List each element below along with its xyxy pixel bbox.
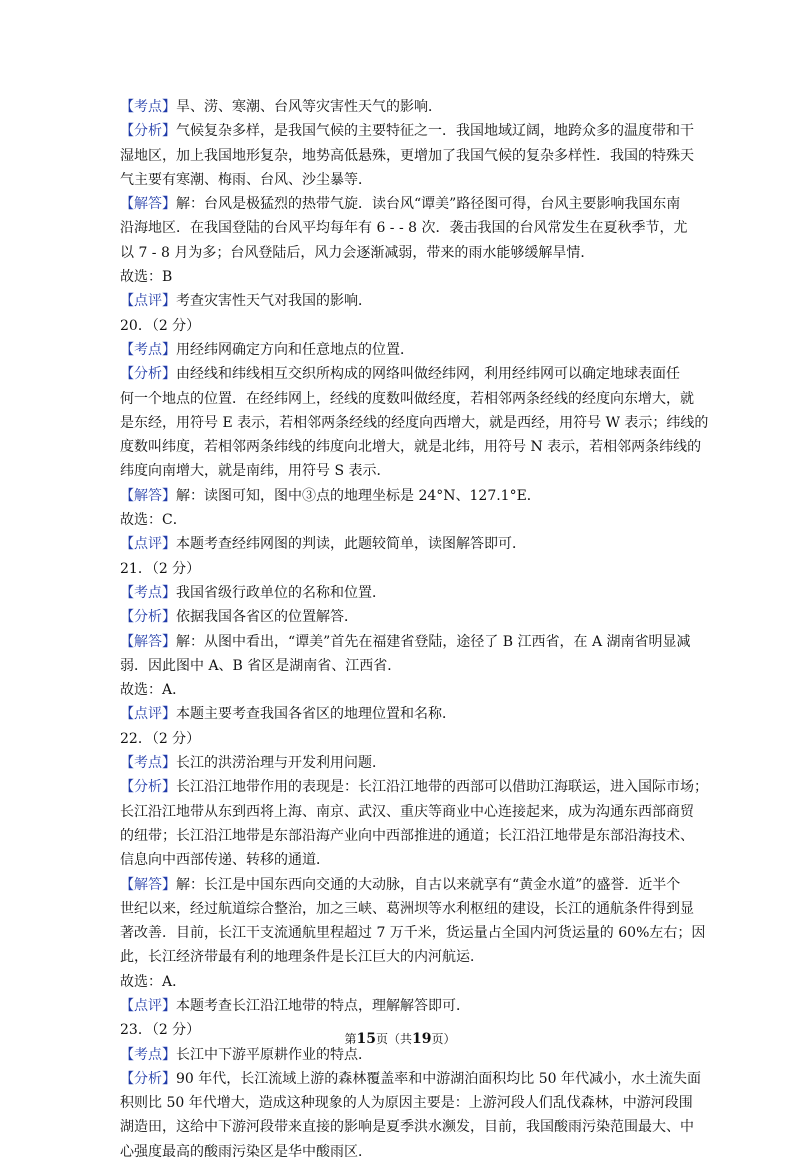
section-tag: 【分析】 (120, 779, 176, 796)
section-tag: 【解答】 (120, 633, 176, 650)
footer-suffix: 页） (431, 1032, 456, 1046)
line-text: 我国省级行政单位的名称和位置． (176, 584, 386, 601)
line-text: 旱、涝、寒潮、台风等灾害性天气的影响． (176, 99, 442, 115)
text-line (120, 581, 682, 605)
line-text: 以 7 - 8 月为多；台风登陆后，风力会逐渐减弱，带来的雨水能够缓解旱情． (120, 244, 595, 261)
text-line (120, 557, 682, 581)
text-line (120, 435, 702, 459)
line-text: 解：读图可知，图中③点的地理坐标是 24°N、127.1°E． (176, 487, 541, 504)
line-text: 湖造田，这给中下游河段带来直接的影响是夏季洪水濒发，目前，我国酸雨污染范围最大、中 (120, 1119, 694, 1136)
line-text: 本题主要考查我国各省区的地理位置和名称． (176, 706, 456, 723)
line-text: 21．（2 分） (120, 560, 201, 577)
line-text: 积则比 50 年代增大，造成这种现象的人为原因主要是：上游河段人们乱伐森林，中游河段围 (120, 1095, 693, 1112)
question-section (120, 557, 691, 727)
text-line (120, 119, 694, 143)
section-tag: 【分析】 (120, 1070, 176, 1087)
line-text: 依据我国各省区的位置解答． (176, 609, 358, 626)
text-line (120, 775, 708, 799)
line-text: 解：长江是中国东西向交通的大动脉，自古以来就享有“黄金水道”的盛誉．近半个 (176, 876, 681, 893)
footer-prefix: 第 (344, 1032, 357, 1046)
text-line (120, 654, 682, 678)
line-text: 故选：C． (120, 512, 187, 529)
line-text: 弱．因此图中 A、B 省区是湖南省、江西省． (120, 657, 402, 674)
line-text: 用经纬网确定方向和任意地点的位置． (176, 341, 414, 358)
section-tag: 【点评】 (120, 293, 176, 310)
text-line (120, 751, 682, 775)
text-line (120, 630, 691, 654)
text-line (120, 362, 682, 386)
footer-mid: 页（共 (375, 1032, 412, 1046)
section-tag: 【解答】 (120, 196, 176, 213)
text-line (120, 1067, 701, 1091)
line-text: 度数叫纬度，若相邻两条纬线的纬度向北增大，就是北纬，用符号 N 表示，若相邻两条纬线的 (120, 439, 702, 456)
section-tag: 【点评】 (120, 706, 176, 723)
line-text: 长江中下游平原耕作业的特点． (176, 1046, 372, 1063)
text-line (120, 387, 694, 411)
line-text: 纬度向南增大，就是南纬，用符号 S 表示． (120, 463, 391, 480)
text-line (120, 921, 706, 945)
text-line (120, 970, 682, 994)
text-line (120, 727, 682, 751)
line-text: 解：台风是极猛烈的热带气旋．读台风“谭美”路径图可得，台风主要影响我国东南 (176, 196, 681, 213)
line-text: 信息向中西部传递、转移的通道． (120, 852, 330, 869)
text-line (120, 411, 709, 435)
text-line (120, 800, 694, 824)
text-line (120, 1091, 693, 1115)
line-text: 气候复杂多样，是我国气候的主要特征之一．我国地域辽阔，地跨众多的温度带和干 (176, 123, 694, 140)
line-text: 心强度最高的酸雨污染区是华中酸雨区． (120, 1143, 372, 1160)
text-line (120, 289, 682, 313)
text-line (120, 897, 694, 921)
line-text: 故选：A． (120, 973, 187, 990)
line-text: 故选：A． (120, 682, 187, 699)
section-tag: 【考点】 (120, 1046, 176, 1063)
line-text: 考查灾害性天气对我国的影响． (176, 293, 372, 310)
text-line (120, 1140, 682, 1164)
text-line (120, 241, 682, 265)
line-text: 解：从图中看出，“谭美”首先在福建省登陆，途径了 B 江西省，在 A 湖南省明显减 (176, 633, 691, 650)
section-tag: 【考点】 (120, 341, 176, 358)
line-text: 本题考查经纬网图的判读，此题较简单，读图解答即可． (176, 536, 526, 553)
question-section (120, 727, 708, 1019)
text-line (120, 168, 682, 192)
line-text: 长江沿江地带从东到西将上海、南京、武汉、重庆等商业中心连接起来，成为沟通东西部商贸 (120, 803, 694, 820)
section-tag: 【点评】 (120, 997, 176, 1014)
line-text: 湿地区，加上我国地形复杂，地势高低悬殊，更增加了我国气候的复杂多样性．我国的特殊天 (120, 147, 694, 164)
line-text: 由经线和纬线相互交织所构成的网络叫做经纬网，利用经纬网可以确定地球表面任 (176, 366, 680, 383)
footer-page-number: 15 (356, 1031, 376, 1047)
text-line (120, 678, 682, 702)
text-line (120, 1115, 694, 1139)
question-section (120, 314, 709, 557)
section-tag: 【分析】 (120, 609, 176, 626)
document-body (120, 95, 709, 1164)
line-text: 22．（2 分） (120, 730, 201, 747)
line-text: 气主要有寒潮、梅雨、台风、沙尘暴等． (120, 171, 372, 188)
text-line (120, 824, 694, 848)
text-line (120, 994, 682, 1018)
line-text: 23．（2 分） (120, 1022, 201, 1039)
line-text: 20．（2 分） (120, 317, 201, 334)
text-line (120, 338, 682, 362)
footer-total-pages: 19 (412, 1031, 432, 1047)
section-tag: 【分析】 (120, 123, 176, 140)
line-text: 的纽带；长江沿江地带是东部沿海产业向中西部推进的通道；长江沿江地带是东部沿海技术、 (120, 827, 694, 844)
section-tag: 【点评】 (120, 536, 176, 553)
text-line (120, 873, 682, 897)
section-tag: 【考点】 (120, 755, 176, 772)
text-line (120, 484, 682, 508)
text-line (120, 605, 682, 629)
section-tag: 【考点】 (120, 584, 176, 601)
text-line (120, 314, 682, 338)
line-text: 本题考查长江沿江地带的特点，理解解答即可． (176, 997, 470, 1014)
line-text: 沿海地区．在我国登陆的台风平均每年有 6 - - 8 次．袭击我国的台风常发生在夏秋季节，尤 (120, 220, 688, 237)
question-section (120, 95, 694, 314)
text-line (120, 216, 688, 240)
section-tag: 【解答】 (120, 876, 176, 893)
line-text: 是东经，用符号 E 表示，若相邻两条经线的经度向西增大，就是西经，用符号 W 表示；纬线的 (120, 414, 709, 431)
text-line (120, 532, 682, 556)
text-line (120, 459, 682, 483)
page-footer (0, 1030, 800, 1047)
line-text: 长江沿江地带作用的表现是：长江沿江地带的西部可以借助江海联运，进入国际市场； (176, 779, 708, 796)
section-tag: 【考点】 (120, 99, 176, 115)
text-line (120, 848, 682, 872)
text-line (120, 265, 682, 289)
line-text: 世纪以来，经过航道综合整治，加之三峡、葛洲坝等水利枢纽的建设，长江的通航条件得到显 (120, 900, 694, 917)
text-line (120, 508, 682, 532)
line-text: 著改善．目前，长江干支流通航里程超过 7 万千米，货运量占全国内河货运量的 60%左右；因 (120, 925, 706, 942)
text-line (120, 945, 682, 969)
line-text: 故选：B (120, 269, 173, 286)
text-line (120, 95, 682, 119)
text-line (120, 702, 682, 726)
section-tag: 【解答】 (120, 487, 176, 504)
line-text: 长江的洪涝治理与开发利用问题． (176, 755, 386, 772)
section-tag: 【分析】 (120, 366, 176, 383)
line-text: 90 年代，长江流域上游的森林覆盖率和中游湖泊面积均比 50 年代减小，水土流失面 (176, 1070, 701, 1087)
line-text: 此，长江经济带最有利的地理条件是长江巨大的内河航运． (120, 949, 484, 966)
text-line (120, 192, 682, 216)
line-text: 何一个地点的位置．在经纬网上，经线的度数叫做经度，若相邻两条经线的经度向东增大，就 (120, 390, 694, 407)
text-line (120, 144, 694, 168)
